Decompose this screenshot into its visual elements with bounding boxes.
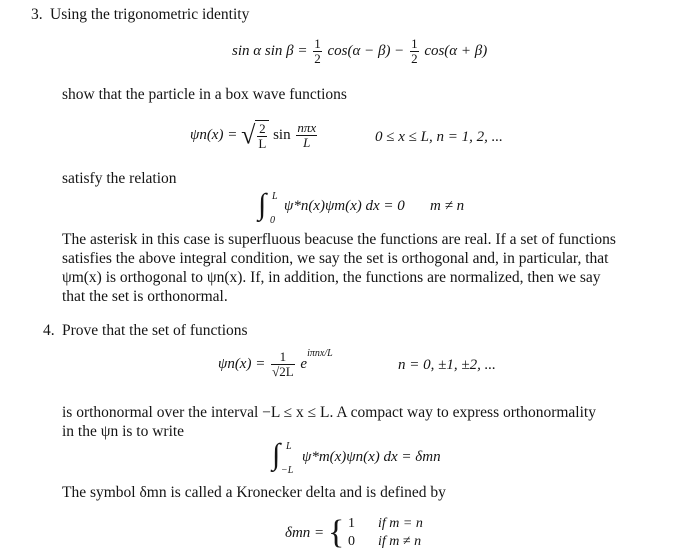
left-brace: { <box>327 514 345 551</box>
psi-box-lhs: ψn(x) = <box>190 126 238 143</box>
orthogonality-condition: m ≠ n <box>430 198 465 214</box>
sin-function: sin <box>273 126 291 143</box>
integral-lower-limit: 0 <box>270 215 275 226</box>
trig-identity-equation <box>232 37 487 66</box>
integral-upper-limit: L <box>272 191 278 202</box>
identity-lhs: sin α sin β = <box>232 42 308 59</box>
case-1: 1 if m = n <box>348 516 423 531</box>
delta-line: The symbol δmn is called a Kronecker delta and is defined by <box>62 484 446 501</box>
psi-exp-lhs: ψn(x) = <box>218 355 266 372</box>
identity-term-1: cos(α − β) − <box>327 42 405 59</box>
integral-2-upper-limit: L <box>286 441 292 452</box>
identity-frac-1: $\frac{1}{2}$ <box>314 36 321 66</box>
identity-frac-2: $\frac{1}{2}$ <box>411 36 418 66</box>
psi-box-equation <box>190 120 319 151</box>
problem-3-number: 3. <box>31 6 43 23</box>
orthonormality-equation <box>272 438 512 474</box>
psi-exp-equation <box>218 347 333 379</box>
orthonormality-body: ψ*m(x)ψn(x) dx = δmn <box>302 449 441 465</box>
delta-lhs: δmn = <box>285 525 325 541</box>
paragraph-4-line-2: in the ψn is to write <box>62 423 185 440</box>
paragraph-3-line-3: ψm(x) is orthogonal to ψn(x). If, in addition, the functions are normalized, then we say <box>62 269 601 286</box>
satisfy-line: satisfy the relation <box>62 170 177 187</box>
show-line: show that the particle in a box wave functions <box>62 86 347 103</box>
kronecker-delta-definition <box>285 515 423 555</box>
delta-cases <box>348 515 423 551</box>
integral-sign-2: ∫ <box>272 438 281 471</box>
paragraph-4-line-1: is orthonormal over the interval −L ≤ x ≤ L. A compact way to express orthonormality <box>62 404 596 421</box>
problem-4-intro: Prove that the set of functions <box>62 322 248 339</box>
case-2: 0 if m ≠ n <box>348 534 422 549</box>
paragraph-3-line-4: that the set is orthonormal. <box>62 288 228 305</box>
exp-base: e <box>300 355 308 372</box>
integral-2-lower-limit: −L <box>281 465 294 476</box>
orthogonality-body: ψ*n(x)ψm(x) dx = 0 <box>284 198 405 214</box>
exp-power: iπnx/L <box>307 347 333 359</box>
paragraph-3-line-1: The asterisk in this case is superfluous beacuse the functions are real. If a set of functions <box>62 231 616 248</box>
sqrt-symbol: √ $\frac{2}{L}$ <box>241 120 269 151</box>
psi-box-domain: 0 ≤ x ≤ L, n = 1, 2, ... <box>375 129 503 145</box>
orthogonality-equation <box>258 188 518 224</box>
integral-sign: ∫ <box>258 188 267 221</box>
problem-4-number: 4. <box>43 322 55 339</box>
sin-argument: $\frac{\text{nπx}}{L}$ <box>297 120 317 150</box>
paragraph-3-line-2: satisfies the above integral condition, we say the set is orthogonal and, in particular, that <box>62 250 609 267</box>
identity-term-2: cos(α + β) <box>424 42 488 59</box>
psi-exp-frac: $\frac{1}{√2L}$ <box>272 349 294 379</box>
psi-exp-domain: n = 0, ±1, ±2, ... <box>398 357 496 373</box>
problem-3-intro: Using the trigonometric identity <box>50 6 250 23</box>
